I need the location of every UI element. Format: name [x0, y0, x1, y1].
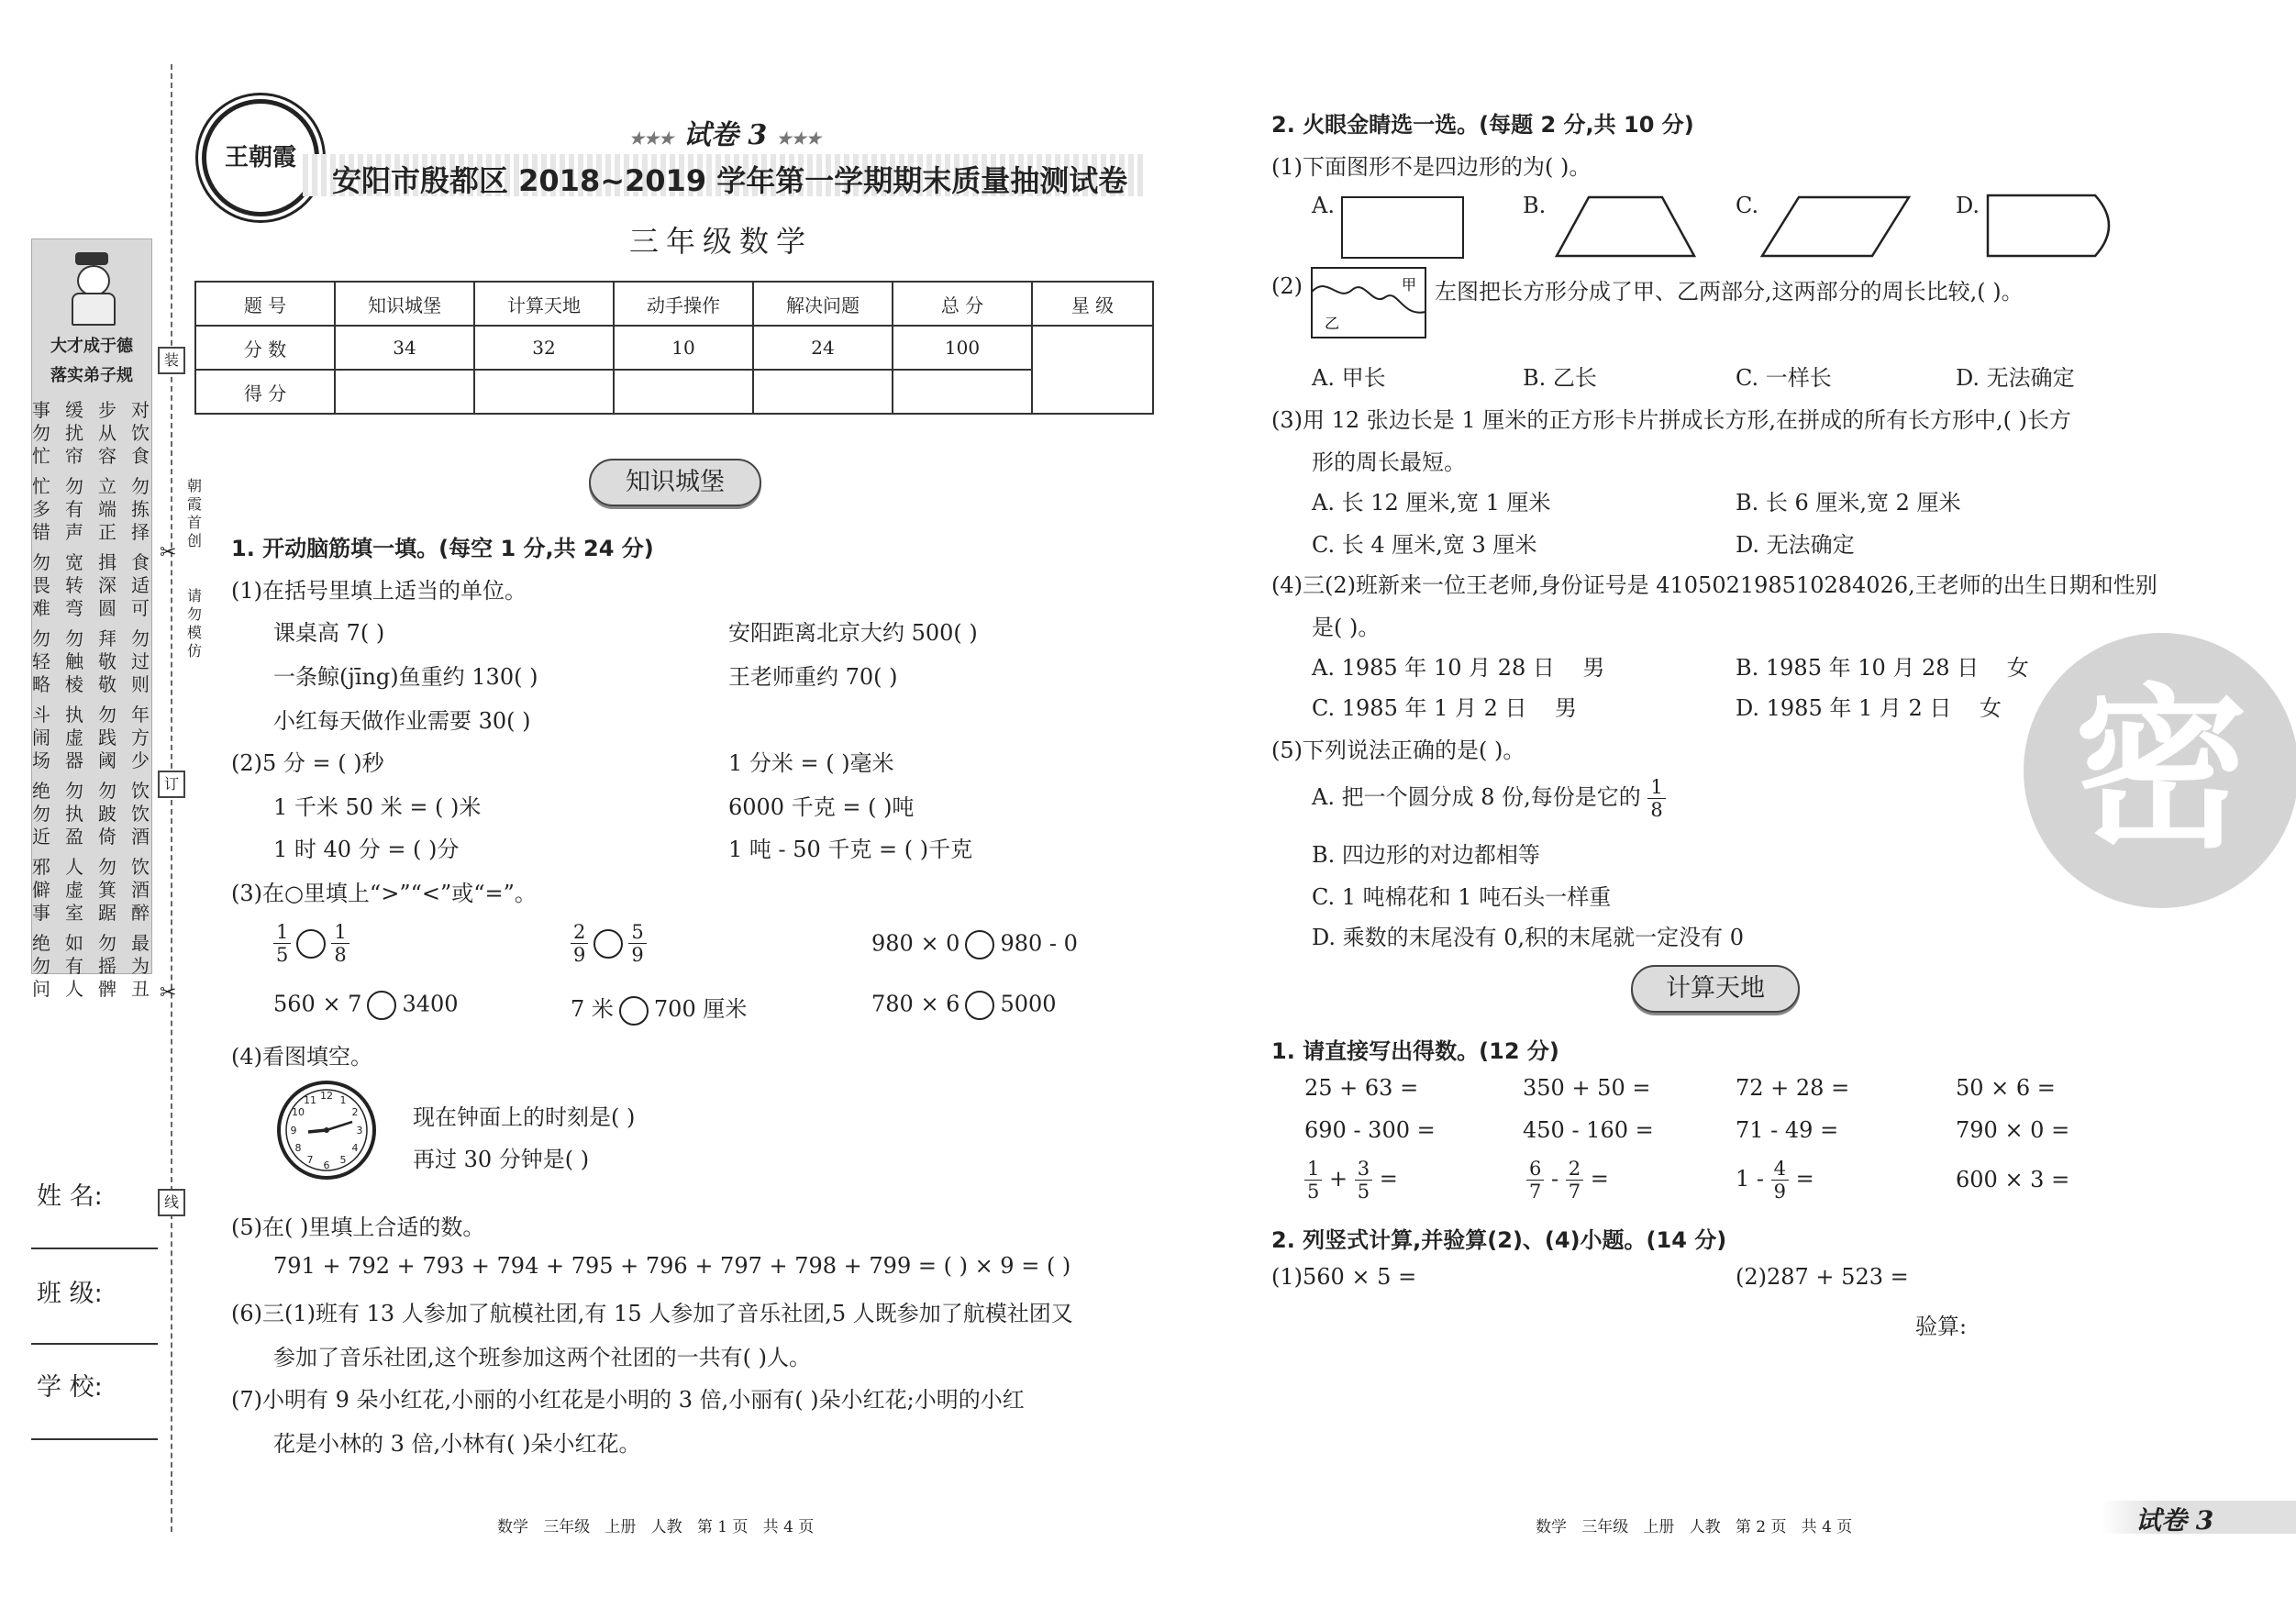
- answer-blank-item[interactable]: 王老师重约 70( ): [728, 664, 898, 690]
- table-cell: 10: [614, 326, 753, 370]
- svg-text:5: 5: [339, 1154, 347, 1166]
- calc-item[interactable]: $\frac{6}{7}$ - $\frac{2}{7}$ =: [1526, 1158, 1609, 1203]
- option-d[interactable]: D. 无法确定: [1736, 532, 1855, 558]
- table-cell: 32: [474, 326, 614, 370]
- poem-char: 事: [32, 902, 50, 924]
- star-rating-cell[interactable]: [1032, 326, 1153, 414]
- poem-char: 弯: [65, 597, 83, 619]
- parallelogram-shape: [1758, 194, 1913, 259]
- poem-char: 人: [65, 978, 83, 1000]
- table-header: 计算天地: [474, 282, 614, 326]
- score-input-cell[interactable]: [893, 370, 1032, 414]
- cartoon-figure: [64, 252, 119, 326]
- poem-char: 深: [98, 574, 116, 596]
- poem-char: 多: [32, 498, 50, 520]
- poem-char: 扰: [65, 422, 83, 444]
- name-label: 姓 名:: [37, 1182, 103, 1211]
- secret-char: 密: [2073, 669, 2248, 871]
- r-q3-line1[interactable]: (3)用 12 张边长是 1 厘米的正方形卡片拼成长方形,在拼成的所有长方形中,( )长方: [1271, 407, 2071, 433]
- compare-item: 980 × 0 980 - 0: [871, 930, 1078, 959]
- rectangle-shape: [1341, 196, 1464, 259]
- poem-char: 勿: [32, 627, 50, 649]
- fraction: $\frac{1}{8}$: [331, 921, 349, 966]
- fraction: $\frac{4}{9}$: [1771, 1158, 1789, 1203]
- answer-blank-item[interactable]: 1 吨 - 50 千克 = ( )千克: [728, 837, 973, 862]
- q2-title: 2. 火眼金睛选一选。(每题 2 分,共 10 分): [1271, 112, 1694, 138]
- calc-item[interactable]: $\frac{1}{5}$ + $\frac{3}{5}$ =: [1304, 1158, 1398, 1203]
- poem-char: 勿: [65, 780, 83, 802]
- svg-text:甲: 甲: [1402, 276, 1417, 294]
- star-icon: ★★★: [629, 129, 674, 149]
- logo: [202, 99, 319, 216]
- calc-item[interactable]: 1 - $\frac{4}{9}$ =: [1736, 1158, 1814, 1203]
- q1-part5: (5)在( )里填上合适的数。: [231, 1214, 485, 1240]
- poem-char: 事: [32, 399, 50, 421]
- poem-char: 过: [131, 650, 150, 672]
- poem-char: 忙: [32, 475, 50, 497]
- poem-char: 僻: [32, 879, 50, 901]
- poem-char: 饮: [131, 856, 150, 878]
- poem-char: 执: [65, 803, 83, 825]
- option-a[interactable]: A. 把一个圆分成 8 份,每份是它的 $\frac{1}{8}$: [1312, 776, 1666, 821]
- poem-group: [25, 399, 162, 468]
- q1-part1: (1)在括号里填上适当的单位。: [231, 578, 527, 604]
- r-q4-line1: (4)三(2)班新来一位王老师,身份证号是 410502198510284026,王老师的出生日期和性别: [1271, 572, 2157, 598]
- fraction: $\frac{3}{5}$: [1355, 1158, 1372, 1203]
- poem-char: 闹: [32, 726, 50, 749]
- compare-circle[interactable]: [367, 991, 396, 1020]
- score-table: [194, 281, 1154, 415]
- poem-char: 正: [98, 521, 116, 543]
- trapezoid-shape: [1552, 194, 1699, 259]
- poem-char: 酒: [131, 879, 150, 901]
- fraction: $\frac{1}{5}$: [1304, 1158, 1322, 1203]
- poem-group: [25, 475, 162, 544]
- poem-char: 转: [65, 574, 83, 596]
- answer-blank-item[interactable]: 1 千米 50 米 = ( )米: [273, 794, 482, 820]
- score-input-cell[interactable]: [335, 370, 474, 414]
- poem-group: [25, 856, 162, 925]
- poem-char: 邪: [32, 856, 50, 878]
- answer-blank-item[interactable]: 小红每天做作业需要 30( ): [273, 708, 531, 734]
- poem-char: 从: [98, 422, 116, 444]
- compare-item: [571, 921, 647, 966]
- calc-item[interactable]: 450 - 160 =: [1523, 1117, 1654, 1143]
- poem-char: 食: [131, 445, 150, 467]
- seal-mark-1: 装: [158, 347, 185, 374]
- poem-char: 轻: [32, 650, 50, 672]
- table-row: [195, 282, 1153, 326]
- poem-char: 棱: [65, 673, 83, 695]
- r-q2-prefix: (2): [1271, 273, 1303, 299]
- poem-char: 步: [98, 399, 116, 421]
- poem-char: 最: [131, 932, 150, 954]
- seal-mark-2: 订: [158, 771, 185, 798]
- poem-char: 则: [131, 673, 150, 695]
- score-input-cell[interactable]: [614, 370, 753, 414]
- poem-char: 室: [65, 902, 83, 924]
- subject-title: 三年级数学: [629, 224, 814, 259]
- poem-char: 宽: [65, 551, 83, 573]
- r-q5[interactable]: (5)下列说法正确的是( )。: [1271, 738, 1525, 763]
- poem-char: 勿: [65, 627, 83, 649]
- poem-char: 饮: [131, 780, 150, 802]
- school-line[interactable]: [31, 1438, 158, 1440]
- table-cell: 34: [335, 326, 474, 370]
- poem-char: 帘: [65, 445, 83, 467]
- poem-char: 跛: [98, 803, 116, 825]
- poem-char: 斗: [32, 704, 50, 726]
- svg-text:8: 8: [294, 1142, 302, 1154]
- motto-line-2: 落实弟子规: [50, 366, 133, 385]
- table-cell: 24: [753, 326, 893, 370]
- poem-char: 勿: [98, 856, 116, 878]
- poem-char: 饮: [131, 803, 150, 825]
- motto-panel: [31, 238, 152, 1000]
- poem-char: 触: [65, 650, 83, 672]
- table-header: 知识城堡: [335, 282, 474, 326]
- option-d[interactable]: D. 1985 年 1 月 2 日 女: [1736, 695, 2002, 721]
- calc-item[interactable]: 690 - 300 =: [1304, 1117, 1436, 1143]
- r-q4-line2[interactable]: 是( )。: [1312, 615, 1381, 640]
- compare-circle[interactable]: [296, 929, 326, 959]
- binding-dashed-line: [171, 64, 172, 1532]
- r-q3-line2: 形的周长最短。: [1312, 449, 1466, 475]
- class-line[interactable]: [31, 1343, 158, 1345]
- poem-char: 盈: [65, 826, 83, 848]
- compare-circle[interactable]: [619, 996, 649, 1026]
- poem-char: 难: [32, 597, 50, 619]
- divided-rectangle-figure: [1310, 266, 1427, 339]
- poem-char: 勿: [98, 780, 116, 802]
- poem-char: 为: [131, 955, 150, 977]
- poem-char: 场: [32, 749, 50, 771]
- poem-char: 绝: [32, 932, 50, 954]
- fraction: $\frac{5}{9}$: [628, 921, 646, 966]
- option-d[interactable]: D.: [1956, 193, 1980, 218]
- option-b[interactable]: B. 四边形的对边都相等: [1312, 842, 1540, 868]
- score-input-cell[interactable]: [474, 370, 614, 414]
- q1-part3: (3)在○里填上“>”“<”或“=”。: [231, 881, 537, 906]
- name-line[interactable]: [31, 1248, 158, 1249]
- poem-char: 勿: [32, 422, 50, 444]
- option-c[interactable]: C.: [1736, 193, 1759, 218]
- poem-char: 声: [65, 521, 83, 543]
- section-badge-calc: 计算天地: [1631, 965, 1800, 1013]
- poem-char: 踞: [98, 902, 116, 924]
- answer-blank-item[interactable]: 1 时 40 分 = ( )分: [273, 837, 460, 862]
- poem-char: 适: [131, 574, 150, 596]
- poem-char: 勿: [131, 475, 150, 497]
- r-q1[interactable]: (1)下面图形不是四边形的为( )。: [1271, 154, 1592, 180]
- clock-icon: [275, 1079, 378, 1181]
- calc-item[interactable]: 72 + 28 =: [1736, 1075, 1850, 1101]
- compare-item: 7 米 700 厘米: [571, 991, 747, 1026]
- table-cell: 100: [893, 326, 1032, 370]
- scissors-icon: ✂: [160, 541, 177, 564]
- q1-part6-line2[interactable]: 参加了音乐社团,这个班参加这两个社团的一共有( )人。: [273, 1345, 811, 1370]
- poem-char: 略: [32, 673, 50, 695]
- poem-char: 勿: [98, 932, 116, 954]
- series-label: 试卷 3: [682, 119, 768, 151]
- option-c[interactable]: C. 1985 年 1 月 2 日 男: [1312, 695, 1578, 721]
- compare-item: 780 × 6 5000: [871, 991, 1057, 1020]
- page-footer-right: 数学 三年级 上册 人教 第 2 页 共 4 页: [1536, 1518, 1853, 1536]
- poem-char: 醉: [131, 902, 150, 924]
- poem-char: 酒: [131, 826, 150, 848]
- poem-char: 如: [65, 932, 83, 954]
- c1-title: 1. 请直接写出得数。(12 分): [1271, 1038, 1559, 1064]
- option-d[interactable]: D. 乘数的末尾没有 0,积的末尾就一定没有 0: [1312, 925, 1745, 950]
- poem-group: [25, 780, 162, 848]
- answer-blank-item[interactable]: 791 + 792 + 793 + 794 + 795 + 796 + 797 + 798 + 799 = ( ) × 9 = ( ): [273, 1253, 1071, 1279]
- page-footer-left: 数学 三年级 上册 人教 第 1 页 共 4 页: [497, 1518, 815, 1536]
- calc-item[interactable]: 25 + 63 =: [1304, 1075, 1419, 1101]
- q1-part7-line2[interactable]: 花是小林的 3 倍,小林有( )朵小红花。: [273, 1431, 641, 1457]
- table-cell: 分 数: [195, 326, 335, 370]
- poem-char: 年: [131, 704, 150, 726]
- compare-item: [273, 921, 349, 966]
- poem-char: 方: [131, 726, 150, 749]
- q1-title: 1. 开动脑筋填一填。(每空 1 分,共 24 分): [231, 536, 654, 561]
- answer-blank-item[interactable]: 安阳距离北京大约 500( ): [728, 620, 978, 646]
- svg-text:9: 9: [290, 1125, 297, 1137]
- table-header: 题 号: [195, 282, 335, 326]
- svg-text:7: 7: [306, 1154, 314, 1166]
- answer-blank-item[interactable]: 6000 千克 = ( )吨: [728, 794, 915, 820]
- poem-char: 择: [131, 521, 150, 543]
- calc-item[interactable]: 600 × 3 =: [1956, 1167, 2070, 1192]
- score-input-cell[interactable]: [753, 370, 893, 414]
- poem-char: 箕: [98, 879, 116, 901]
- answer-blank-item[interactable]: 一条鲸(jīng)鱼重约 130( ): [273, 664, 538, 690]
- poem-char: 容: [98, 445, 116, 467]
- poem-char: 错: [32, 521, 50, 543]
- fraction: $\frac{1}{5}$: [273, 921, 291, 966]
- poem-char: 虚: [65, 879, 83, 901]
- poem-char: 摇: [98, 955, 116, 977]
- option-b[interactable]: B.: [1523, 193, 1547, 218]
- compare-circle[interactable]: [965, 930, 994, 959]
- q1-part7-line1[interactable]: (7)小明有 9 朵小红花,小丽的小红花是小明的 3 倍,小丽有( )朵小红花;小明的小红: [231, 1387, 1025, 1413]
- poem-char: 虚: [65, 726, 83, 749]
- poem-char: 阈: [98, 749, 116, 771]
- poem-char: 缓: [65, 399, 83, 421]
- poem-char: 立: [98, 475, 116, 497]
- svg-text:1: 1: [339, 1094, 347, 1106]
- motto-line-1: 大才成于德: [50, 337, 133, 356]
- table-header: 解决问题: [753, 282, 893, 326]
- seal-mark-3: 线: [158, 1189, 185, 1216]
- vertical-note-1: 朝霞首创: [187, 477, 203, 549]
- poem-char: 人: [65, 856, 83, 878]
- poem-char: 畏: [32, 574, 50, 596]
- exam-title: 安阳市殷都区 2018~2019 学年第一学期期末质量抽测试卷: [332, 163, 1128, 198]
- poem-char: 器: [65, 749, 83, 771]
- poem-char: 拜: [98, 627, 116, 649]
- r-q2[interactable]: 左图把长方形分成了甲、乙两部分,这两部分的周长比较,( )。: [1435, 279, 2024, 305]
- option-a[interactable]: A. 1985 年 10 月 28 日 男: [1312, 655, 1605, 681]
- option-a[interactable]: A. 长 12 厘米,宽 1 厘米: [1312, 490, 1551, 516]
- poem-char: 勿: [32, 551, 50, 573]
- answer-blank-item[interactable]: 课桌高 7( ): [273, 620, 385, 646]
- table-header: 星 级: [1032, 282, 1153, 326]
- compare-item: 560 × 7 3400: [273, 991, 459, 1020]
- option-a[interactable]: A.: [1312, 193, 1335, 218]
- q1-part4: (4)看图填空。: [231, 1044, 372, 1070]
- poem-group: [25, 627, 162, 696]
- q1-part6-line1: (6)三(1)班有 13 人参加了航模社团,有 15 人参加了音乐社团,5 人既参加了航模社团又: [231, 1301, 1073, 1326]
- table-header: 动手操作: [614, 282, 753, 326]
- option-b[interactable]: B. 长 6 厘米,宽 2 厘米: [1736, 490, 1961, 516]
- poem-char: 问: [32, 978, 50, 1000]
- table-row: [195, 370, 1153, 414]
- poem-char: 绝: [32, 780, 50, 802]
- poem-char: 丑: [131, 978, 150, 1000]
- svg-text:10: 10: [292, 1106, 305, 1118]
- class-label: 班 级:: [37, 1280, 103, 1308]
- poem-char: 敬: [98, 673, 116, 695]
- scissors-icon-2: ✂: [160, 981, 177, 1004]
- svg-text:6: 6: [323, 1159, 330, 1171]
- fraction: $\frac{6}{7}$: [1526, 1158, 1544, 1203]
- school-label: 学 校:: [37, 1373, 103, 1402]
- poem-char: 勿: [32, 803, 50, 825]
- compare-circle[interactable]: [965, 991, 994, 1020]
- option-b[interactable]: B. 1985 年 10 月 28 日 女: [1736, 655, 2029, 681]
- curved-shape: [1985, 193, 2128, 259]
- poem-char: 执: [65, 704, 83, 726]
- poem-char: 端: [98, 498, 116, 520]
- poem-char: 揖: [98, 551, 116, 573]
- fraction: $\frac{1}{8}$: [1647, 776, 1665, 821]
- fraction: $\frac{2}{7}$: [1566, 1158, 1583, 1203]
- table-row: [195, 326, 1153, 370]
- calc-item[interactable]: 71 - 49 =: [1736, 1117, 1839, 1143]
- poem-char: 践: [98, 726, 116, 749]
- poem-char: 近: [32, 826, 50, 848]
- svg-text:4: 4: [351, 1142, 359, 1154]
- logo-text: 王朝霞: [224, 144, 296, 172]
- poem-char: 勿: [65, 475, 83, 497]
- calc-item[interactable]: 350 + 50 =: [1523, 1075, 1651, 1101]
- poem-char: 髀: [98, 978, 116, 1000]
- poem-char: 拣: [131, 498, 150, 520]
- poem-group: [25, 551, 162, 620]
- poem-char: 可: [131, 597, 150, 619]
- star-icon: ★★★: [776, 129, 822, 149]
- option-c[interactable]: C. 一样长: [1736, 365, 1832, 391]
- option-c[interactable]: C. 长 4 厘米,宽 3 厘米: [1312, 532, 1537, 558]
- section-badge-knowledge: 知识城堡: [589, 459, 761, 506]
- poem-char: 勿: [32, 955, 50, 977]
- poem-char: 对: [131, 399, 150, 421]
- option-a[interactable]: A. 甲长: [1312, 365, 1386, 391]
- option-c[interactable]: C. 1 吨棉花和 1 吨石头一样重: [1312, 884, 1612, 910]
- svg-text:2: 2: [351, 1106, 359, 1118]
- compare-circle[interactable]: [593, 929, 623, 959]
- table-header: 总 分: [893, 282, 1032, 326]
- series-badge: [629, 112, 821, 152]
- option-d[interactable]: D. 无法确定: [1956, 365, 2075, 391]
- vertical-calc-item[interactable]: (2)287 + 523 =: [1736, 1264, 1909, 1290]
- poem-char: 饮: [131, 422, 150, 444]
- answer-blank-item[interactable]: 1 分米 = ( )毫米: [728, 750, 894, 776]
- answer-blank-item[interactable]: (2)5 分 = ( )秒: [231, 750, 384, 776]
- poem-group: [25, 704, 162, 772]
- poem-char: 圆: [98, 597, 116, 619]
- clock-answer-1[interactable]: 现在钟面上的时刻是( ): [413, 1104, 636, 1130]
- poem-block: [25, 399, 151, 1001]
- poem-char: 有: [65, 955, 83, 977]
- vertical-calc-item[interactable]: (1)560 × 5 =: [1271, 1264, 1417, 1290]
- poem-char: 忙: [32, 445, 50, 467]
- poem-char: 勿: [131, 627, 150, 649]
- poem-char: 勿: [98, 704, 116, 726]
- svg-text:乙: 乙: [1325, 315, 1340, 332]
- fraction: $\frac{2}{9}$: [571, 921, 588, 966]
- poem-char: 敬: [98, 650, 116, 672]
- poem-char: 食: [131, 551, 150, 573]
- c2-title: 2. 列竖式计算,并验算(2)、(4)小题。(14 分): [1271, 1227, 1727, 1253]
- table-cell: 得 分: [195, 370, 335, 414]
- check-label: 验算:: [1915, 1314, 1968, 1339]
- poem-char: 倚: [98, 826, 116, 848]
- poem-group: [25, 932, 162, 1001]
- calc-item[interactable]: 790 × 0 =: [1956, 1117, 2070, 1143]
- svg-text:12: 12: [320, 1090, 333, 1102]
- calc-item[interactable]: 50 × 6 =: [1956, 1075, 2056, 1101]
- poem-char: 少: [131, 749, 150, 771]
- svg-text:11: 11: [304, 1094, 316, 1106]
- footer-tag: 试卷 3: [2135, 1505, 2214, 1536]
- vertical-note-2: 请勿模仿: [187, 587, 203, 660]
- clock-answer-2[interactable]: 再过 30 分钟是( ): [413, 1147, 590, 1172]
- secret-watermark: [2024, 633, 2296, 908]
- poem-char: 有: [65, 498, 83, 520]
- svg-text:3: 3: [356, 1125, 363, 1137]
- option-b[interactable]: B. 乙长: [1523, 365, 1597, 391]
